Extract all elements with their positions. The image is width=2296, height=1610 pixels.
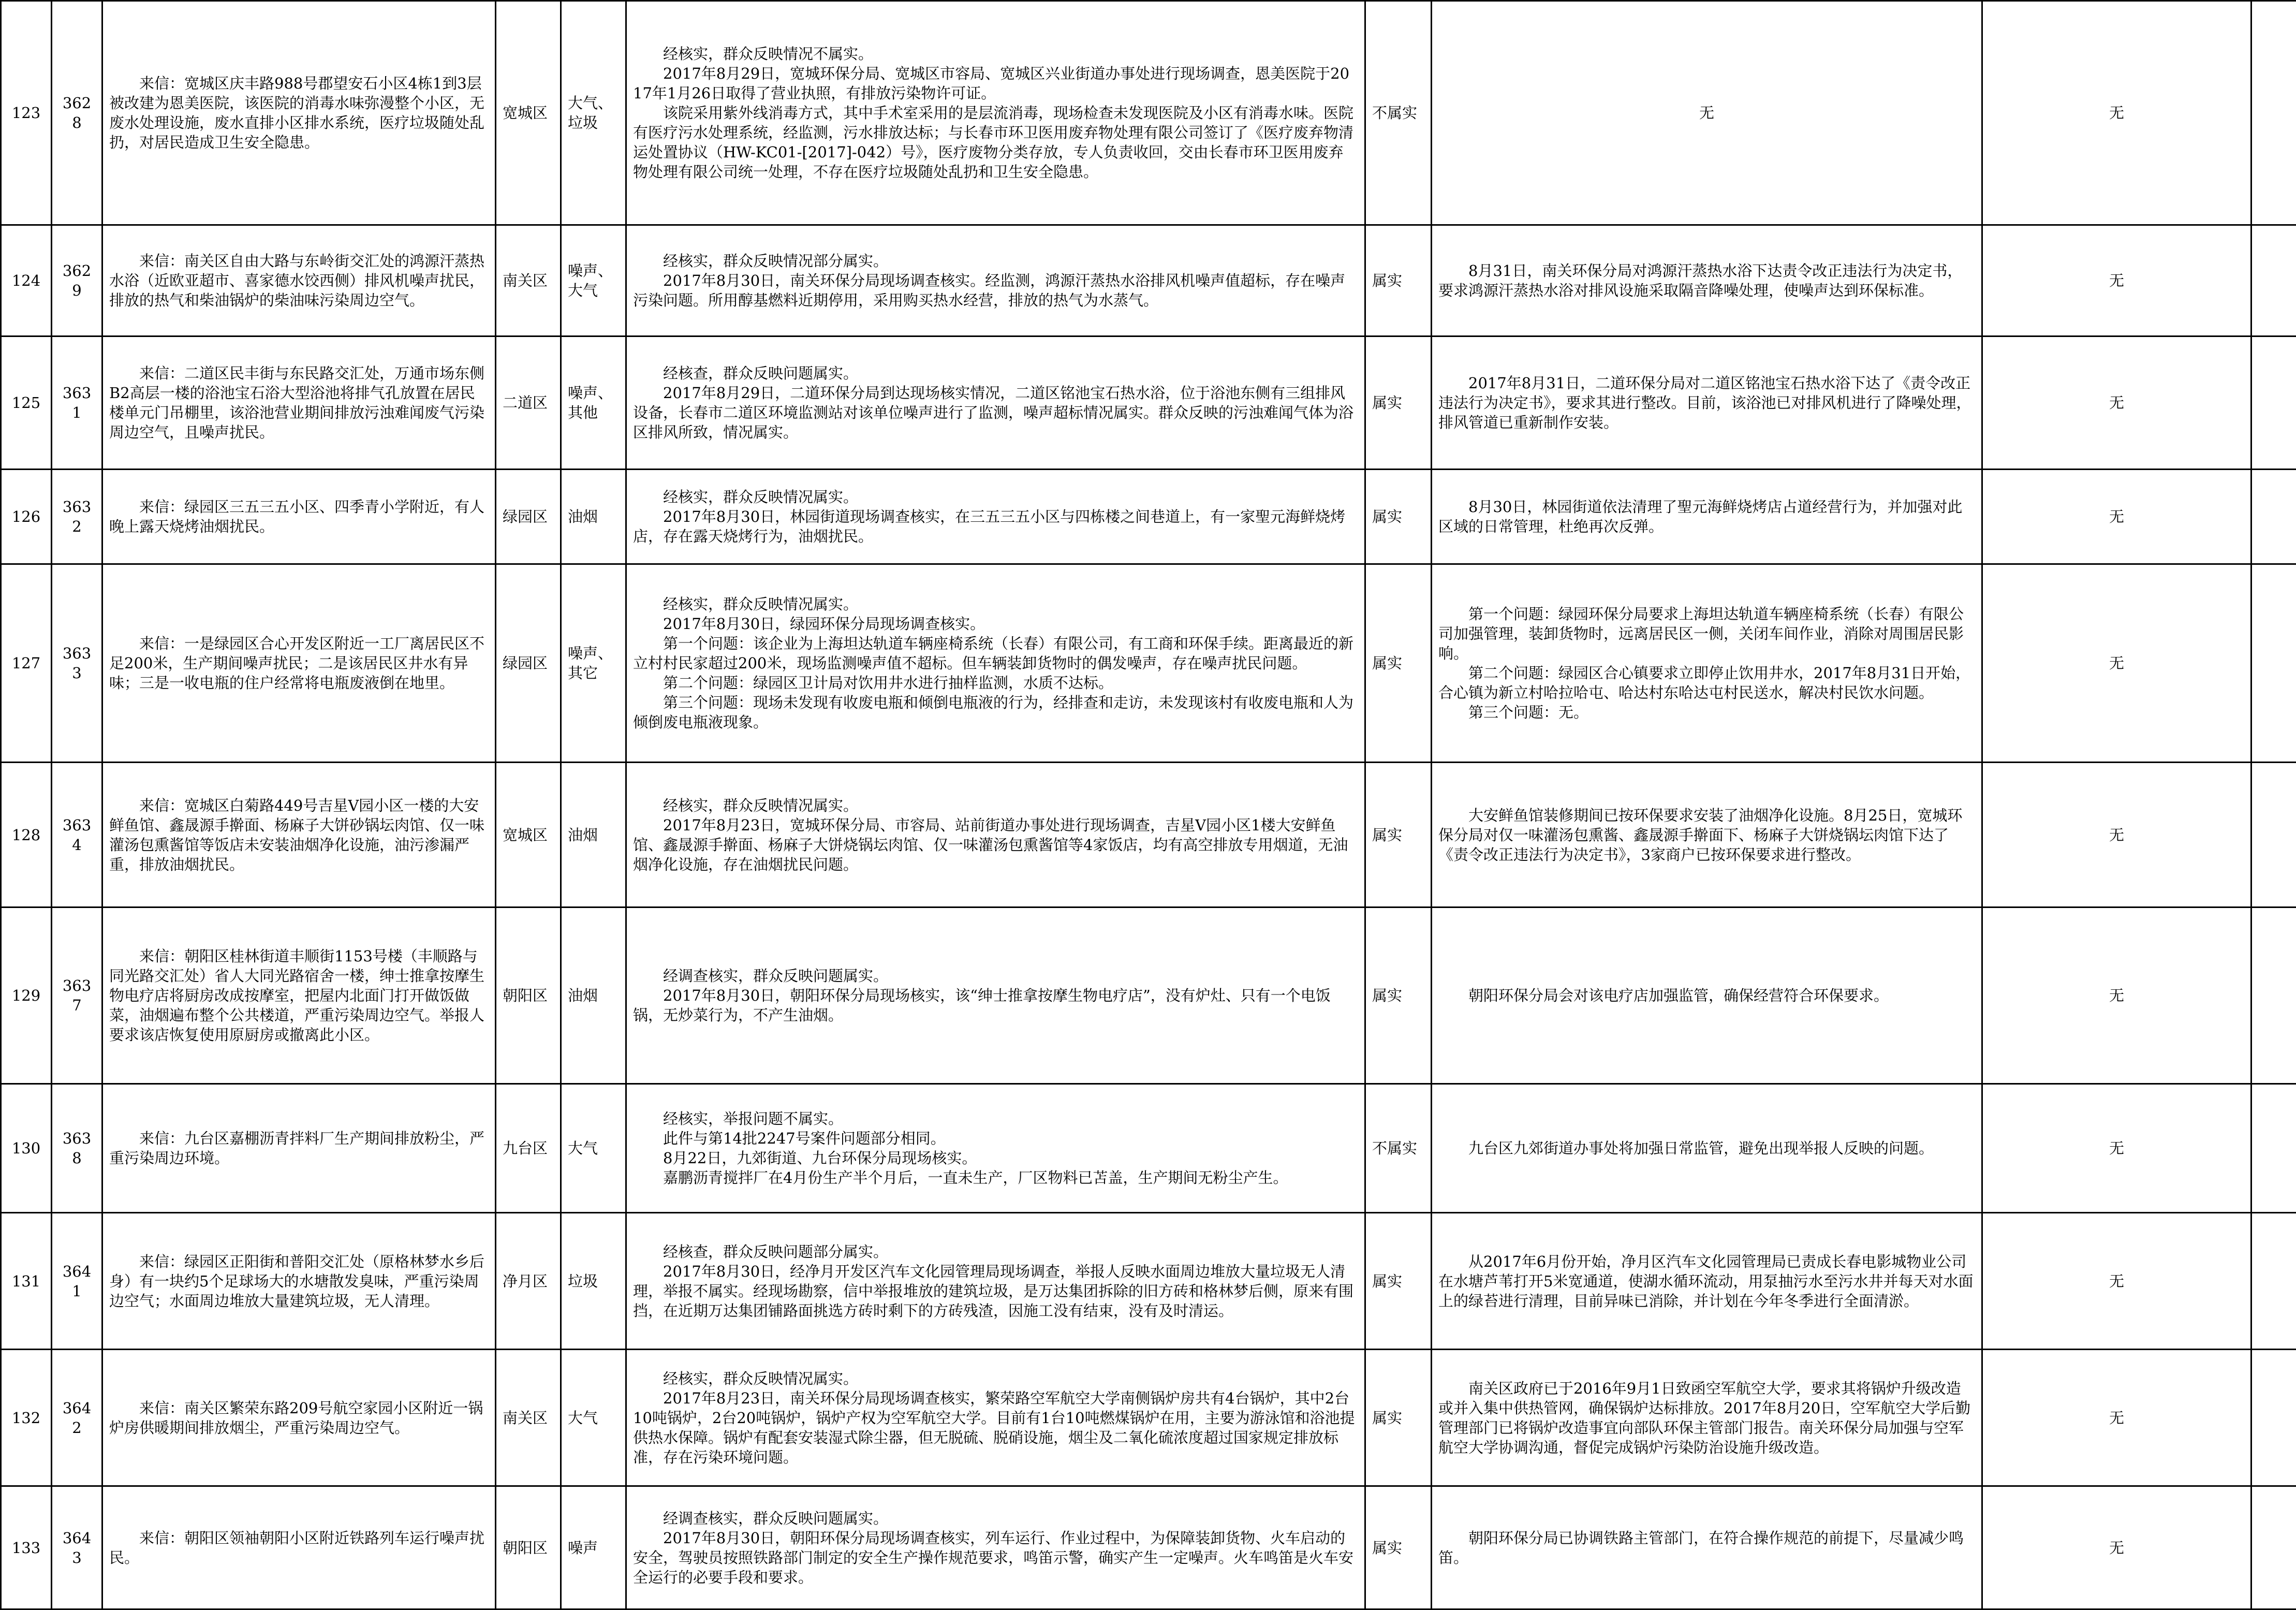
blank-cell <box>2251 908 2296 1084</box>
result-paragraph: 2017年8月23日，宽城环保分局、市容局、站前街道办事处进行现场调查，吉星V园小区1楼大安鲜鱼馆、鑫晟源手擀面、杨麻子大饼烧锅坛肉馆、仅一味灌汤包熏酱馆等4家饭店，均有高空排放专用烟道，无油烟净化设施，存在油烟扰民问题。 <box>633 815 1358 874</box>
verdict-cell: 属实 <box>1365 336 1432 470</box>
blank-cell <box>2251 1350 2296 1486</box>
action-paragraph: 大安鲜鱼馆装修期间已按环保要求安装了油烟净化设施。8月25日，宽城环保分局对仅一味灌汤包熏酱、鑫晟源手擀面下、杨麻子大饼烧锅坛肉馆下达了《责令改正违法行为决定书》，3家商户已按环保要求进行整改。 <box>1438 806 1975 865</box>
action-paragraph: 朝阳环保分局已协调铁路主管部门，在符合操作规范的前提下，尽量减少鸣笛。 <box>1438 1528 1975 1568</box>
table-row <box>1 1486 2296 1609</box>
result-paragraph: 经调查核实，群众反映问题属实。 <box>633 966 1358 986</box>
pollution-type-cell: 油烟 <box>561 763 626 908</box>
case-id-cell: 3628 <box>52 1 102 225</box>
pollution-type-cell: 大气、垃圾 <box>561 1 626 225</box>
case-paragraph: 来信：南关区繁荣东路209号航空家园小区附近一锅炉房供暖期间排放烟尘，严重污染周边空气。 <box>109 1398 489 1438</box>
penalty-cell: 无 <box>1982 1 2251 225</box>
blank-cell <box>2251 470 2296 564</box>
result-paragraph: 2017年8月30日，经净月开发区汽车文化园管理局现场调查，举报人反映水面周边堆放大量垃圾无人清理，举报不属实。经现场勘察，信中举报堆放的建筑垃圾，是万达集团拆除的旧方砖和格林梦后侧，原来有围挡，在近期万达集团铺路面挑选方砖时剩下的方砖残渣，因施工没有结束，没有及时清运。 <box>633 1262 1358 1321</box>
action-paragraph: 从2017年6月份开始，净月区汽车文化园管理局已责成长春电影城物业公司在水塘芦苇打开5米宽通道，使湖水循环流动，用泵抽污水至污水井并每天对水面上的绿苔进行清理，目前异味已消除，并计划在今年冬季进行全面清淤。 <box>1438 1252 1975 1311</box>
penalty-cell: 无 <box>1982 1350 2251 1486</box>
table-row <box>1 470 2296 564</box>
pollution-type-cell: 噪声、其他 <box>561 336 626 470</box>
result-paragraph: 此件与第14批2247号案件问题部分相同。 <box>633 1129 1358 1148</box>
complaint-cell <box>102 1213 496 1350</box>
pollution-type-cell: 大气 <box>561 1084 626 1213</box>
result-paragraph: 2017年8月30日，朝阳环保分局现场核实，该“绅士推拿按摩生物电疗店”，没有炉灶、只有一个电饭锅，无炒菜行为，不产生油烟。 <box>633 986 1358 1025</box>
verdict-cell: 不属实 <box>1365 1084 1432 1213</box>
case-id-cell: 3633 <box>52 564 102 763</box>
result-paragraph: 嘉鹏沥青搅拌厂在4月份生产半个月后，一直未生产，厂区物料已苫盖，生产期间无粉尘产生。 <box>633 1168 1358 1188</box>
result-paragraph: 经核查，群众反映问题属实。 <box>633 363 1358 383</box>
pollution-type-cell: 噪声、大气 <box>561 225 626 336</box>
complaint-cell <box>102 1486 496 1609</box>
district-cell: 二道区 <box>496 336 561 470</box>
table-row <box>1 1350 2296 1486</box>
case-id-cell: 3631 <box>52 336 102 470</box>
rectification-cell <box>1432 763 1982 908</box>
action-paragraph: 九台区九郊街道办事处将加强日常监管，避免出现举报人反映的问题。 <box>1438 1138 1975 1158</box>
blank-cell <box>2251 1213 2296 1350</box>
investigation-result-cell <box>626 1084 1365 1213</box>
pollution-type-cell: 油烟 <box>561 470 626 564</box>
verdict-cell: 属实 <box>1365 908 1432 1084</box>
complaint-cell <box>102 225 496 336</box>
penalty-cell: 无 <box>1982 908 2251 1084</box>
pollution-type-cell: 垃圾 <box>561 1213 626 1350</box>
complaint-cell <box>102 1 496 225</box>
table-row <box>1 1213 2296 1350</box>
case-paragraph: 来信：宽城区庆丰路988号郡望安石小区4栋1到3层被改建为恩美医院，该医院的消毒水味弥漫整个小区，无废水处理设施，废水直排小区排水系统，医疗垃圾随处乱扔，对居民造成卫生安全隐患。 <box>109 74 489 152</box>
result-paragraph: 第三个问题：现场未发现有收废电瓶和倾倒电瓶液的行为，经排查和走访，未发现该村有收废电瓶和人为倾倒废电瓶液现象。 <box>633 693 1358 732</box>
complaint-cell <box>102 763 496 908</box>
row-number-cell: 130 <box>1 1084 52 1213</box>
rectification-cell <box>1432 470 1982 564</box>
verdict-cell: 属实 <box>1365 763 1432 908</box>
rectification-cell <box>1432 1084 1982 1213</box>
row-number-cell: 132 <box>1 1350 52 1486</box>
case-id-cell: 3643 <box>52 1486 102 1609</box>
rectification-cell <box>1432 225 1982 336</box>
blank-cell <box>2251 1 2296 225</box>
rectification-cell <box>1432 564 1982 763</box>
action-paragraph: 2017年8月31日，二道环保分局对二道区铭池宝石热水浴下达了《责令改正违法行为决定书》，要求其进行整改。目前，该浴池已对排风机进行了降噪处理，排风管道已重新制作安装。 <box>1438 373 1975 432</box>
investigation-result-cell <box>626 763 1365 908</box>
case-id-cell: 3632 <box>52 470 102 564</box>
investigation-result-cell <box>626 336 1365 470</box>
row-number-cell: 133 <box>1 1486 52 1609</box>
pollution-type-cell: 大气 <box>561 1350 626 1486</box>
case-paragraph: 来信：南关区自由大路与东岭街交汇处的鸿源汗蒸热水浴（近欧亚超市、喜家德水饺西侧）排风机噪声扰民，排放的热气和柴油锅炉的柴油味污染周边空气。 <box>109 251 489 310</box>
case-paragraph: 来信：朝阳区桂林街道丰顺街1153号楼（丰顺路与同光路交汇处）省人大同光路宿舍一楼，绅士推拿按摩生物电疗店将厨房改成按摩室，把屋内北面门打开做饭做菜，油烟遍布整个公共楼道，严重污染周边空气。举报人要求该店恢复使用原厨房或撤离此小区。 <box>109 946 489 1045</box>
rectification-cell <box>1432 1350 1982 1486</box>
action-paragraph: 8月30日，林园街道依法清理了聖元海鲜烧烤店占道经营行为，并加强对此区域的日常管理，杜绝再次反弹。 <box>1438 497 1975 536</box>
penalty-cell: 无 <box>1982 1084 2251 1213</box>
penalty-cell: 无 <box>1982 336 2251 470</box>
row-number-cell: 131 <box>1 1213 52 1350</box>
district-cell: 绿园区 <box>496 470 561 564</box>
verdict-cell: 属实 <box>1365 225 1432 336</box>
verdict-cell: 属实 <box>1365 1350 1432 1486</box>
result-paragraph: 经调查核实，群众反映问题属实。 <box>633 1509 1358 1528</box>
action-paragraph: 南关区政府已于2016年9月1日致函空军航空大学，要求其将锅炉升级改造或并入集中供热管网，确保锅炉达标排放。2017年8月20日，空军航空大学后勤管理部门已将锅炉改造事宜向部队环保主管部门报告。南关环保分局加强与空军航空大学协调沟通，督促完成锅炉污染防治设施升级改造。 <box>1438 1379 1975 1457</box>
verdict-cell: 属实 <box>1365 564 1432 763</box>
result-paragraph: 该院采用紫外线消毒方式，其中手术室采用的是层流消毒，现场检查未发现医院及小区有消毒水味。医院有医疗污水处理系统，经监测，污水排放达标；与长春市环卫医用废弃物处理有限公司签订了《医疗废弃物清运处置协议（HW-KC01-[2017]-042）号》，医疗废物分类存放，专人负责收回，交由长春市环卫医用废弃物处理有限公司统一处理，不存在医疗垃圾随处乱扔和卫生安全隐患。 <box>633 103 1358 182</box>
result-paragraph: 经核实，群众反映情况属实。 <box>633 487 1358 507</box>
complaint-cell <box>102 336 496 470</box>
complaint-cell <box>102 1350 496 1486</box>
result-paragraph: 2017年8月29日，宽城环保分局、宽城区市容局、宽城区兴业街道办事处进行现场调查，恩美医院于2017年1月26日取得了营业执照，有排放污染物许可证。 <box>633 64 1358 103</box>
action-paragraph: 第三个问题：无。 <box>1438 702 1975 722</box>
penalty-cell: 无 <box>1982 470 2251 564</box>
investigation-result-cell <box>626 908 1365 1084</box>
district-cell: 净月区 <box>496 1213 561 1350</box>
table-row <box>1 1084 2296 1213</box>
case-paragraph: 来信：九台区嘉棚沥青拌料厂生产期间排放粉尘，严重污染周边环境。 <box>109 1129 489 1168</box>
case-id-cell: 3629 <box>52 225 102 336</box>
district-cell: 南关区 <box>496 1350 561 1486</box>
complaint-cell <box>102 1084 496 1213</box>
case-paragraph: 来信：宽城区白菊路449号吉星V园小区一楼的大安鲜鱼馆、鑫晟源手擀面、杨麻子大饼砂锅坛肉馆、仅一味灌汤包熏酱馆等饭店未安装油烟净化设施，油污渗漏严重，排放油烟扰民。 <box>109 796 489 874</box>
blank-cell <box>2251 336 2296 470</box>
blank-cell <box>2251 1486 2296 1609</box>
action-paragraph: 第二个问题：绿园区合心镇要求立即停止饮用井水，2017年8月31日开始，合心镇为新立村哈拉哈屯、哈达村东哈达屯村民送水，解决村民饮水问题。 <box>1438 663 1975 702</box>
case-paragraph: 来信：朝阳区领袖朝阳小区附近铁路列车运行噪声扰民。 <box>109 1528 489 1568</box>
case-paragraph: 来信：二道区民丰街与东民路交汇处，万通市场东侧B2高层一楼的浴池宝石浴大型浴池将排气孔放置在居民楼单元门吊棚里，该浴池营业期间排放污浊难闻废气污染周边空气，且噪声扰民。 <box>109 363 489 442</box>
case-paragraph: 来信：一是绿园区合心开发区附近一工厂离居民区不足200米，生产期间噪声扰民；二是该居民区井水有异味；三是一收电瓶的住户经常将电瓶废液倒在地里。 <box>109 634 489 693</box>
rectification-cell <box>1432 1 1982 225</box>
action-paragraph: 8月31日，南关环保分局对鸿源汗蒸热水浴下达责令改正违法行为决定书，要求鸿源汗蒸热水浴对排风设施采取隔音降噪处理，使噪声达到环保标准。 <box>1438 261 1975 300</box>
investigation-result-cell <box>626 1486 1365 1609</box>
investigation-result-cell <box>626 1213 1365 1350</box>
result-paragraph: 经核实，群众反映情况不属实。 <box>633 44 1358 64</box>
rectification-cell <box>1432 1213 1982 1350</box>
complaint-cell <box>102 908 496 1084</box>
penalty-cell: 无 <box>1982 564 2251 763</box>
result-paragraph: 经核查，群众反映问题部分属实。 <box>633 1242 1358 1262</box>
verdict-cell: 属实 <box>1365 1213 1432 1350</box>
district-cell: 九台区 <box>496 1084 561 1213</box>
table-row <box>1 763 2296 908</box>
result-paragraph: 2017年8月30日，绿园环保分局现场调查核实。 <box>633 614 1358 634</box>
investigation-result-cell <box>626 564 1365 763</box>
rectification-cell <box>1432 908 1982 1084</box>
rectification-cell <box>1432 1486 1982 1609</box>
investigation-result-cell <box>626 1350 1365 1486</box>
table-body <box>1 1 2296 1609</box>
table-row <box>1 336 2296 470</box>
blank-cell <box>2251 564 2296 763</box>
result-paragraph: 经核实，群众反映情况属实。 <box>633 1369 1358 1388</box>
district-cell: 朝阳区 <box>496 908 561 1084</box>
blank-cell <box>2251 225 2296 336</box>
penalty-cell: 无 <box>1982 1213 2251 1350</box>
result-paragraph: 2017年8月30日，朝阳环保分局现场调查核实，列车运行、作业过程中，为保障装卸货物、火车启动的安全，驾驶员按照铁路部门制定的安全生产操作规范要求，鸣笛示警，确实产生一定噪声。火车鸣笛是火车安全运行的必要手段和要求。 <box>633 1528 1358 1587</box>
result-paragraph: 第二个问题：绿园区卫计局对饮用井水进行抽样监测，水质不达标。 <box>633 673 1358 693</box>
row-number-cell: 128 <box>1 763 52 908</box>
row-number-cell: 127 <box>1 564 52 763</box>
case-id-cell: 3634 <box>52 763 102 908</box>
result-paragraph: 2017年8月30日，林园街道现场调查核实，在三五三五小区与四栋楼之间巷道上，有一家聖元海鲜烧烤店，存在露天烧烤行为，油烟扰民。 <box>633 507 1358 546</box>
table-row <box>1 225 2296 336</box>
result-paragraph: 经核实，举报问题不属实。 <box>633 1109 1358 1129</box>
investigation-result-cell <box>626 225 1365 336</box>
row-number-cell: 126 <box>1 470 52 564</box>
pollution-type-cell: 噪声 <box>561 1486 626 1609</box>
action-paragraph: 朝阳环保分局会对该电疗店加强监管，确保经营符合环保要求。 <box>1438 986 1975 1005</box>
result-paragraph: 2017年8月29日，二道环保分局到达现场核实情况，二道区铭池宝石热水浴，位于浴池东侧有三组排风设备，长春市二道区环境监测站对该单位噪声进行了监测，噪声超标情况属实。群众反映的污浊难闻气体为浴区排风所致，情况属实。 <box>633 383 1358 442</box>
penalty-cell: 无 <box>1982 1486 2251 1609</box>
action-paragraph: 无 <box>1438 103 1975 123</box>
verdict-cell: 属实 <box>1365 470 1432 564</box>
penalty-cell: 无 <box>1982 763 2251 908</box>
result-paragraph: 经核实，群众反映情况属实。 <box>633 796 1358 815</box>
row-number-cell: 123 <box>1 1 52 225</box>
district-cell: 宽城区 <box>496 1 561 225</box>
table-row <box>1 908 2296 1084</box>
district-cell: 南关区 <box>496 225 561 336</box>
result-paragraph: 2017年8月30日，南关环保分局现场调查核实。经监测，鸿源汗蒸热水浴排风机噪声值超标，存在噪声污染问题。所用醇基燃料近期停用，采用购买热水经营，排放的热气为水蒸气。 <box>633 271 1358 310</box>
district-cell: 宽城区 <box>496 763 561 908</box>
blank-cell <box>2251 763 2296 908</box>
case-id-cell: 3641 <box>52 1213 102 1350</box>
row-number-cell: 125 <box>1 336 52 470</box>
case-id-cell: 3642 <box>52 1350 102 1486</box>
investigation-result-cell <box>626 470 1365 564</box>
row-number-cell: 124 <box>1 225 52 336</box>
complaint-cell <box>102 564 496 763</box>
district-cell: 绿园区 <box>496 564 561 763</box>
table-row <box>1 1 2296 225</box>
result-paragraph: 2017年8月23日，南关环保分局现场调查核实，繁荣路空军航空大学南侧锅炉房共有4台锅炉，其中2台10吨锅炉，2台20吨锅炉，锅炉产权为空军航空大学。目前有1台10吨燃煤锅炉在用，主要为游泳馆和浴池提供热水保障。锅炉有配套安装湿式除尘器，但无脱硫、脱硝设施，烟尘及二氧化硫浓度超过国家规定排放标准，存在污染环境问题。 <box>633 1388 1358 1467</box>
verdict-cell: 属实 <box>1365 1486 1432 1609</box>
rectification-cell <box>1432 336 1982 470</box>
pollution-type-cell: 油烟 <box>561 908 626 1084</box>
verdict-cell: 不属实 <box>1365 1 1432 225</box>
case-id-cell: 3638 <box>52 1084 102 1213</box>
case-paragraph: 来信：绿园区三五三五小区、四季青小学附近，有人晚上露天烧烤油烟扰民。 <box>109 497 489 536</box>
table-row <box>1 564 2296 763</box>
blank-cell <box>2251 1084 2296 1213</box>
action-paragraph: 第一个问题：绿园环保分局要求上海坦达轨道车辆座椅系统（长春）有限公司加强管理，装卸货物时，远离居民区一侧，关闭车间作业，消除对周围居民影响。 <box>1438 604 1975 663</box>
pollution-type-cell: 噪声、其它 <box>561 564 626 763</box>
result-paragraph: 经核实，群众反映情况属实。 <box>633 594 1358 614</box>
penalty-cell: 无 <box>1982 225 2251 336</box>
district-cell: 朝阳区 <box>496 1486 561 1609</box>
result-paragraph: 经核实，群众反映情况部分属实。 <box>633 251 1358 271</box>
result-paragraph: 第一个问题：该企业为上海坦达轨道车辆座椅系统（长春）有限公司，有工商和环保手续。距离最近的新立村村民家超过200米，现场监测噪声值不超标。但车辆装卸货物时的偶发噪声，存在噪声扰民问题。 <box>633 634 1358 673</box>
case-paragraph: 来信：绿园区正阳街和普阳交汇处（原格林梦水乡后身）有一块约5个足球场大的水塘散发臭味，严重污染周边空气；水面周边堆放大量建筑垃圾，无人清理。 <box>109 1252 489 1311</box>
complaint-cell <box>102 470 496 564</box>
row-number-cell: 129 <box>1 908 52 1084</box>
case-id-cell: 3637 <box>52 908 102 1084</box>
result-paragraph: 8月22日，九郊街道、九台环保分局现场核实。 <box>633 1148 1358 1168</box>
investigation-result-cell <box>626 1 1365 225</box>
